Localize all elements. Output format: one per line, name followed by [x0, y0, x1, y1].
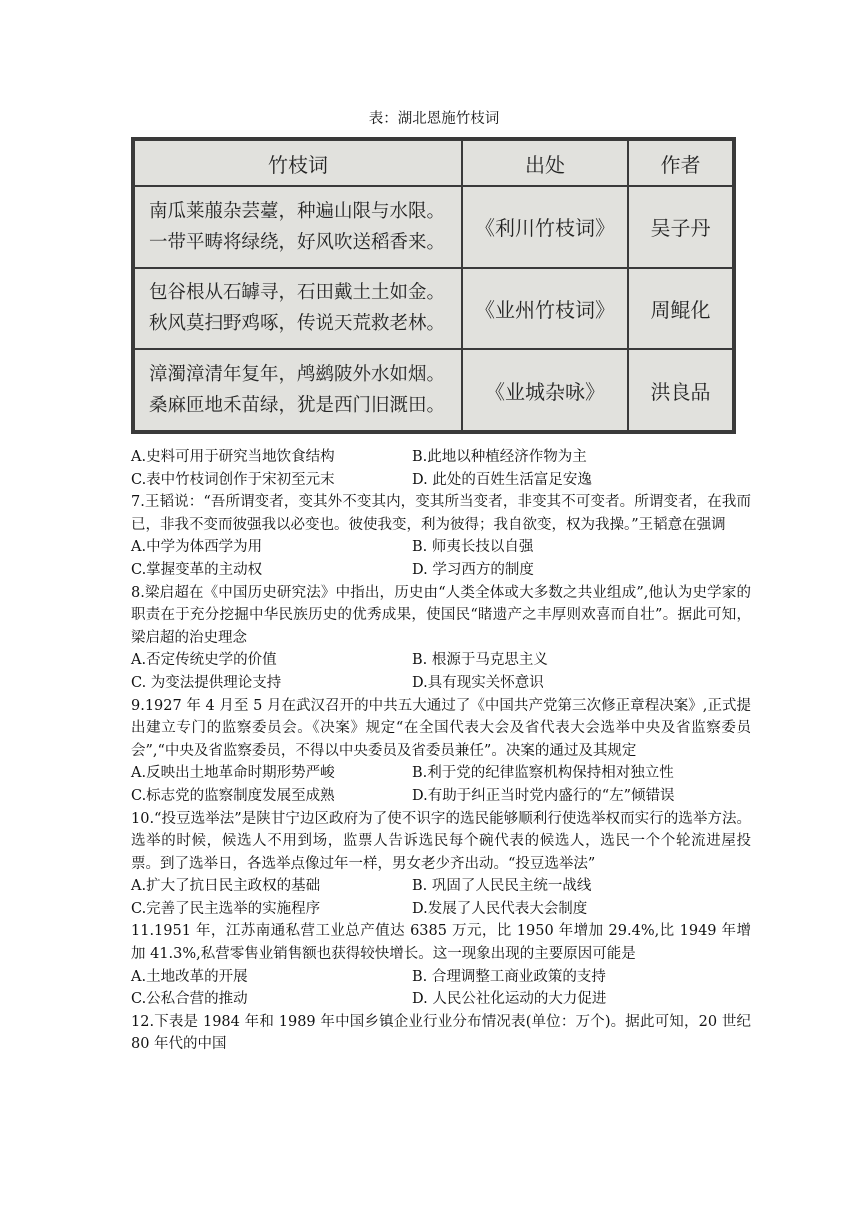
q7-stem: 7.王韬说：“吾所谓变者，变其外不变其内，变其所当变者，非变其不可变者。所谓变者，在我而已，非我不变而彼强我以必变也。彼使我变，利为彼得；我自欲变，权为我操。”王韬意在强调	[131, 494, 751, 533]
header-author: 作者	[628, 140, 733, 186]
q11-option-c: C.公私合营的推动	[131, 991, 248, 1008]
q10-option-d: D.发展了人民代表大会制度	[412, 900, 588, 917]
source-cell: 《业州竹枝词》	[462, 268, 628, 350]
poem-table	[133, 139, 734, 432]
q8-options-row	[131, 672, 751, 695]
q10-option-c: C.完善了民主选举的实施程序	[131, 900, 321, 917]
questions-block	[131, 446, 751, 1056]
poem-line: 一带平畴将绿绕，好风吹送稻香来。	[149, 231, 446, 253]
author-cell: 洪良品	[628, 349, 733, 431]
q8-stem: 8.梁启超在《中国历史研究法》中指出，历史由“人类全体或大多数之共业组成”,他认为史学家的职责在于充分挖掘中华民族历史的优秀成果，使国民“睹遗产之丰厚则欢喜而自壮”。据此可知，梁启超的治史理念	[131, 584, 751, 646]
table-row	[134, 186, 733, 268]
poem-cell	[134, 349, 462, 431]
q11-option-d: D. 人民公社化运动的大力促进	[412, 991, 607, 1008]
q8-option-a: A.否定传统史学的价值	[131, 652, 277, 669]
q8-option-b: B. 根源于马克思主义	[412, 652, 548, 669]
q8-options-row	[131, 649, 751, 672]
table-header-row	[134, 140, 733, 186]
q11-option-b: B. 合理调整工商业政策的支持	[412, 968, 606, 985]
q11-option-a: A.土地改革的开展	[131, 968, 248, 985]
q9-option-b: B.利于党的纪律监察机构保持相对独立性	[412, 765, 674, 782]
poem-line: 桑麻匝地禾苗绿，犹是西门旧溉田。	[149, 395, 446, 417]
q6-options-row	[131, 469, 751, 492]
q6-option-a: A.史料可用于研究当地饮食结构	[131, 449, 335, 465]
q10-options-row	[131, 898, 751, 921]
q7-options-row	[131, 559, 751, 582]
q10-option-a: A.扩大了抗日民主政权的基础	[131, 878, 321, 895]
q6-option-c: C.表中竹枝词创作于宋初至元末	[131, 471, 335, 488]
q10-option-b: B. 巩固了人民民主统一战线	[412, 878, 592, 895]
q9-option-a: A.反映出土地革命时期形势严峻	[131, 765, 335, 782]
q9-stem: 9.1927 年 4 月至 5 月在武汉召开的中共五大通过了《中国共产党第三次修正章程决案》,正式提出建立专门的监察委员会。《决案》规定“在全国代表大会及省代表大会选举中央及省监察委员会”,“中央及省监察委员，不得以中央委员及省委员兼任”。决案的通过及其规定	[131, 697, 751, 759]
q7-option-d: D. 学习西方的制度	[412, 561, 534, 578]
q9-options-row	[131, 785, 751, 808]
q6-option-d: D. 此处的百姓生活富足安逸	[412, 471, 592, 488]
q11-options-row	[131, 966, 751, 989]
source-cell: 《利川竹枝词》	[462, 186, 628, 268]
poem-table-photo	[131, 137, 736, 434]
table-row	[134, 268, 733, 350]
poem-line: 秋风莫扫野鸡啄，传说天荒救老林。	[149, 313, 446, 335]
poem-line: 南瓜莱菔杂芸薹，种遍山限与水限。	[149, 200, 446, 222]
table-row	[134, 349, 733, 431]
q6-option-b: B.此地以种植经济作物为主	[412, 449, 587, 465]
q8-option-c: C. 为变法提供理论支持	[131, 674, 282, 691]
author-cell: 吴子丹	[628, 186, 733, 268]
q10-options-row	[131, 875, 751, 898]
header-source: 出处	[462, 140, 628, 186]
q8-option-d: D.具有现实关怀意识	[412, 674, 544, 691]
q9-option-d: D.有助于纠正当时党内盛行的“左”倾错误	[412, 787, 675, 804]
q7-option-c: C.掌握变革的主动权	[131, 561, 263, 578]
q7-option-b: B. 师夷长技以自强	[412, 539, 534, 556]
q7-option-a: A.中学为体西学为用	[131, 539, 263, 556]
q12-stem: 12.下表是 1984 年和 1989 年中国乡镇企业行业分布情况表(单位：万个)。据此可知，20 世纪 80 年代的中国	[131, 1013, 751, 1053]
q9-option-c: C.标志党的监察制度发展至成熟	[131, 787, 335, 804]
poem-line: 漳濁漳清年复年，鸬鹚陂外水如烟。	[149, 364, 446, 386]
q11-stem: 11.1951 年，江苏南通私营工业总产值达 6385 万元，比 1950 年增加 29.4%,比 1949 年增加 41.3%,私营零售业销售额也获得较快增长。这一现象出现的主要原因可能是	[131, 923, 751, 963]
author-cell: 周鲲化	[628, 268, 733, 350]
q6-options-row	[131, 446, 751, 469]
q10-stem: 10.“投豆选举法”是陕甘宁边区政府为了使不识字的选民能够顺利行使选举权而实行的选举方法。选举的时候，候选人不用到场，监票人告诉选民每个碗代表的候选人，选民一个个轮流进屋投票。到了选举日，各选举点像过年一样，男女老少齐出动。“投豆选举法”	[131, 810, 751, 872]
q7-options-row	[131, 536, 751, 559]
q11-options-row	[131, 988, 751, 1011]
header-poem: 竹枝词	[134, 140, 462, 186]
table-caption: 表：湖北恩施竹枝词	[368, 111, 500, 127]
poem-cell	[134, 268, 462, 350]
poem-line: 包谷根从石罅寻，石田戴土土如金。	[149, 282, 446, 304]
poem-cell	[134, 186, 462, 268]
q9-options-row	[131, 762, 751, 785]
source-cell: 《业城杂咏》	[462, 349, 628, 431]
